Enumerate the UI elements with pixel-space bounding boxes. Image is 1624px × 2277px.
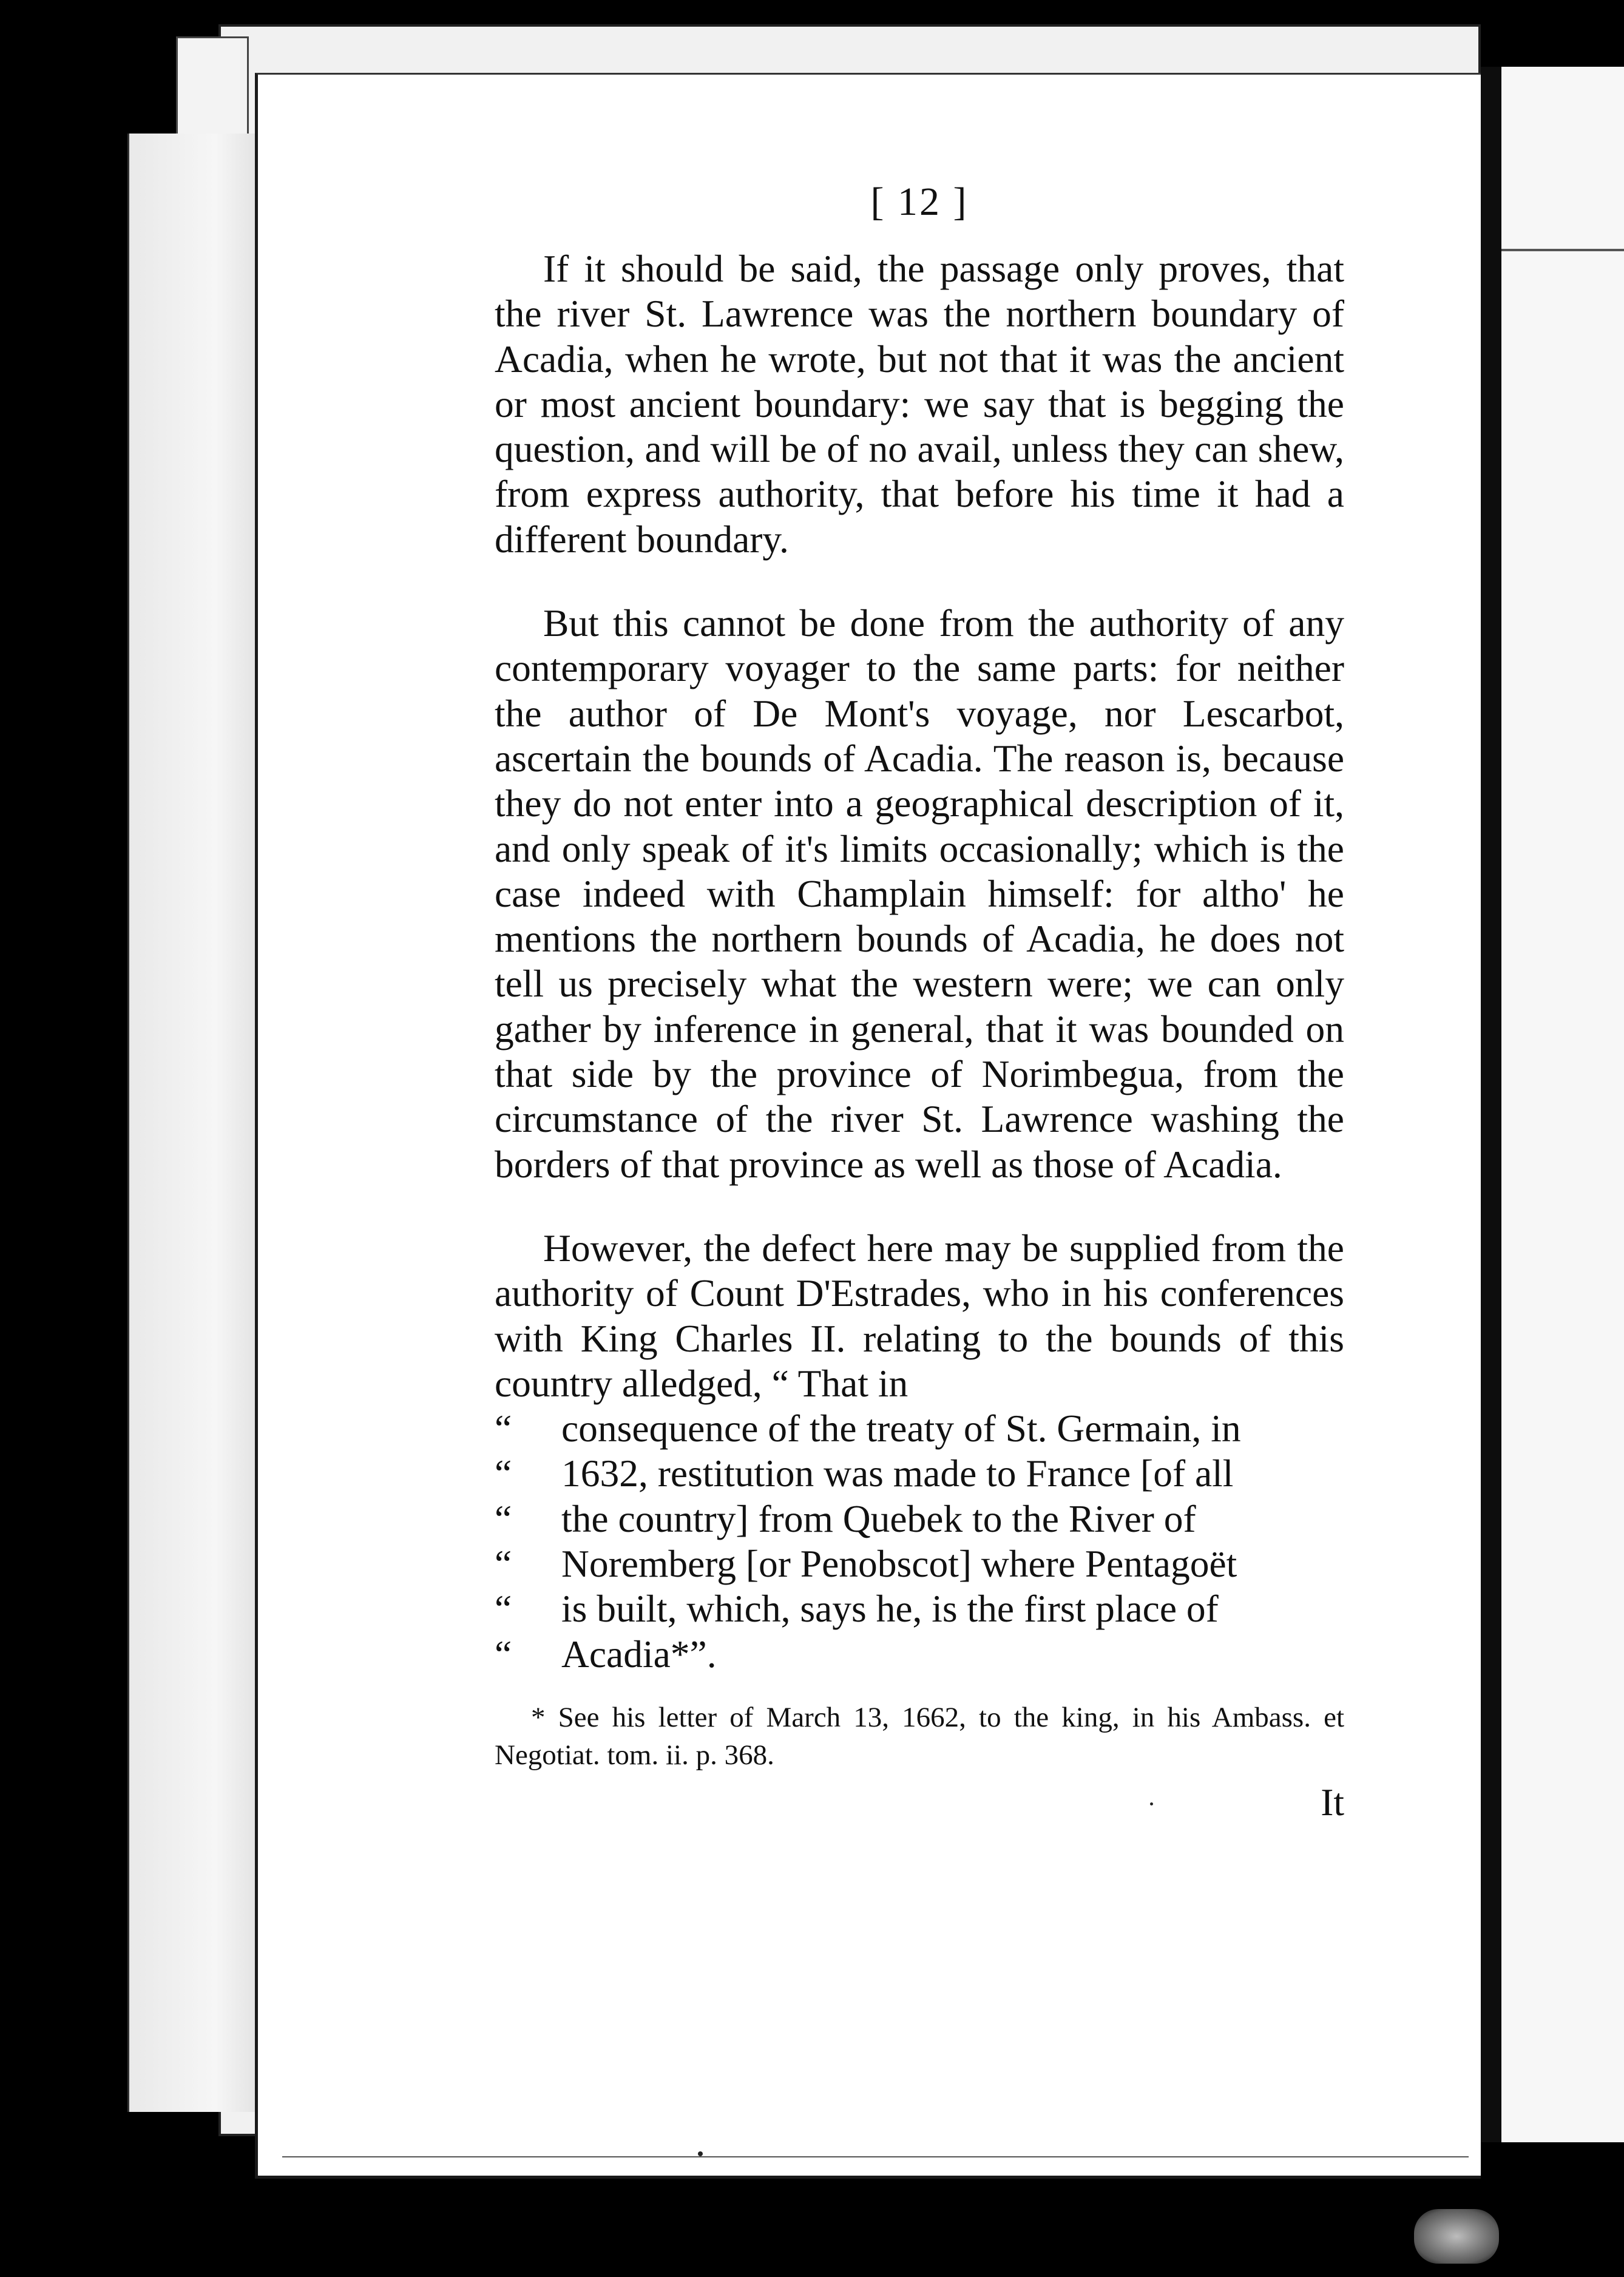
footnote: * See his letter of March 13, 1662, to the king, in his Ambass. et Negotiat. tom. ii. p. 368. — [495, 1701, 1344, 1771]
quote-line — [495, 1632, 1344, 1677]
page-stack-edge — [127, 134, 273, 2112]
text-column — [495, 182, 1344, 1824]
quote-line-text: Noremberg [or Penobscot] where Pentagoët — [561, 1542, 1237, 1586]
quote-line-text: Acadia*”. — [561, 1632, 717, 1676]
scan-blot — [1414, 2209, 1499, 2264]
page-bottom-rule — [282, 2156, 1469, 2157]
ink-speck — [1150, 1802, 1153, 1805]
book-gutter — [1481, 67, 1501, 2142]
quote-line-text: is built, which, says he, is the first place of — [561, 1587, 1219, 1631]
quote-line — [495, 1541, 1344, 1586]
paragraph-2: But this cannot be done from the authority of any contemporary voyager to the same parts: for neither the author of De Mont's voyage, nor Lescarbot, ascertain the bounds of Acadia. The reason is, because they do not enter into a geographical description of it, and only speak of it's limits occasionally; which is the case indeed with Champlain himself: for altho' he mentions the northern bounds of Acadia, he does not tell us precisely what the western were; we can only gather by inference in general, that it was bounded on that side by the province of Norimbegua, from the circumstance of the river St. Lawrence washing the borders of that province as well as those of Acadia. — [495, 601, 1344, 1186]
quote-line — [495, 1586, 1344, 1631]
quote-line-text: consequence of the treaty of St. Germain, in — [561, 1407, 1241, 1450]
facing-page-edge — [1501, 67, 1624, 2142]
quote-mark: “ — [495, 1632, 512, 1676]
quote-mark: “ — [495, 1542, 512, 1586]
quote-mark: “ — [495, 1452, 512, 1495]
quote-line — [495, 1406, 1344, 1451]
ink-speck — [698, 2151, 703, 2156]
quote-line-text: the country] from Quebek to the River of — [561, 1497, 1196, 1540]
paragraph-3: However, the defect here may be supplied from the authority of Count D'Estrades, who in his conferences with King Charles II. relating to the bounds of this country alledged, “ That in — [495, 1226, 1344, 1405]
quote-line — [495, 1451, 1344, 1496]
quote-line-text: 1632, restitution was made to France [of all — [561, 1452, 1234, 1495]
quote-mark: “ — [495, 1407, 512, 1450]
catchword: It — [1321, 1780, 1344, 1824]
paragraph-1: If it should be said, the passage only proves, that the river St. Lawrence was the northern boundary of Acadia, when he wrote, but not that it was the ancient or most ancient boundary: we say that is begging the question, and will be of no avail, unless they can shew, from express authority, that before his time it had a different boundary. — [495, 247, 1344, 561]
page-number: [ 12 ] — [870, 180, 969, 224]
quote-mark: “ — [495, 1497, 512, 1540]
quote-mark: “ — [495, 1587, 512, 1631]
quotation-block — [495, 1406, 1344, 1677]
facing-page-rule — [1501, 249, 1624, 251]
quote-line — [495, 1497, 1344, 1541]
